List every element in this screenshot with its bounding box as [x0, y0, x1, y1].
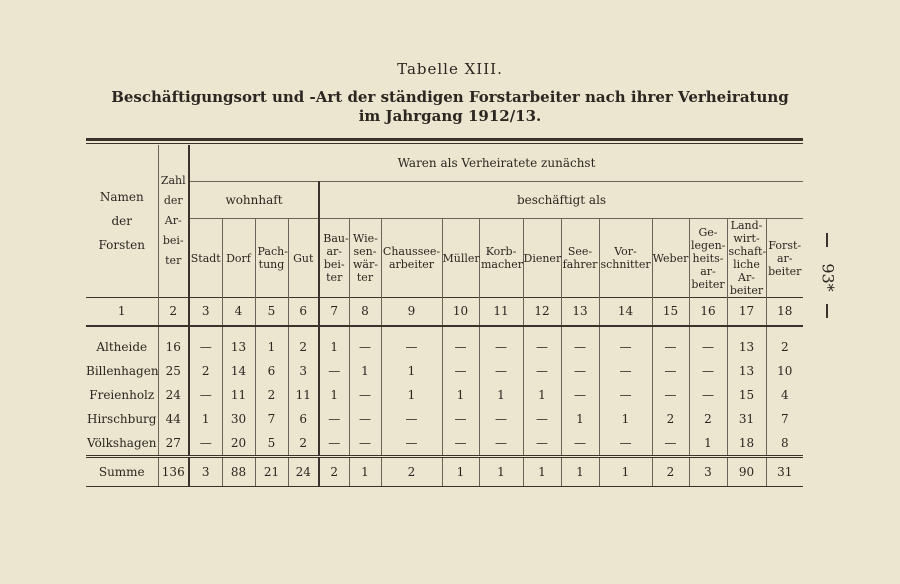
table-cell: — — [523, 407, 561, 431]
table-cell: 13 — [222, 335, 255, 359]
table-cell: 1 — [523, 383, 561, 407]
col-header-gut: Gut — [288, 219, 319, 298]
col-header-pachtung: Pach- tung — [255, 219, 288, 298]
table-cell: 1 — [561, 457, 599, 487]
top-rule-thin — [86, 143, 803, 144]
table-cell: 8 — [766, 431, 803, 457]
table-cell: 1 — [255, 335, 288, 359]
table-cell: 21 — [255, 457, 288, 487]
column-number: 3 — [189, 298, 222, 327]
header-columns-row — [86, 219, 803, 298]
page-number: 93* — [818, 262, 838, 292]
column-number: 14 — [599, 298, 652, 327]
table-cell: 1 — [381, 359, 442, 383]
table-cell: 2 — [652, 457, 689, 487]
table-cell: 136 — [158, 457, 189, 487]
table-cell: 1 — [523, 457, 561, 487]
table-caption: Tabelle XIII. — [397, 60, 503, 78]
column-number: 2 — [158, 298, 189, 327]
column-number: 9 — [381, 298, 442, 327]
column-number-row — [86, 298, 803, 327]
table-cell: 2 — [288, 335, 319, 359]
table-cell: 31 — [727, 407, 766, 431]
col-header-dorf: Dorf — [222, 219, 255, 298]
heading-line-1: Beschäftigungsort und -Art der ständigen Forstarbeiter nach ihrer Verheiratung — [111, 88, 789, 106]
table-cell: 1 — [381, 383, 442, 407]
forst-name: Völkshagen — [87, 435, 157, 450]
column-number: 15 — [652, 298, 689, 327]
table-cell: 31 — [766, 457, 803, 487]
table-cell: 3 — [189, 457, 222, 487]
table-cell: 1 — [561, 407, 599, 431]
column-number: 8 — [349, 298, 381, 327]
column-number: 17 — [727, 298, 766, 327]
table-cell: — — [561, 383, 599, 407]
table-cell: 1 — [319, 383, 349, 407]
table-heading — [0, 88, 900, 126]
heading-line-2: im Jahrgang 1912/13. — [358, 107, 542, 125]
col-header-bauarbeiter: Bau- ar- bei- ter — [319, 219, 349, 298]
table-cell: — — [561, 359, 599, 383]
table-cell: — — [523, 335, 561, 359]
table-cell: — — [319, 407, 349, 431]
table-cell: — — [349, 407, 381, 431]
table-cell: — — [652, 359, 689, 383]
forst-name: Altheide — [96, 339, 148, 354]
table-cell: 1 — [689, 431, 727, 457]
table-cell: — — [349, 431, 381, 457]
top-rule — [86, 138, 803, 141]
table-cell: — — [652, 335, 689, 359]
table-cell: 4 — [766, 383, 803, 407]
column-number: 10 — [442, 298, 479, 327]
table-cell: — — [442, 407, 479, 431]
table-cell: 11 — [222, 383, 255, 407]
col-header-wiesenwaerter: Wie- sen- wär- ter — [349, 219, 381, 298]
table-cell: — — [479, 359, 523, 383]
table-cell: 18 — [727, 431, 766, 457]
column-number: 18 — [766, 298, 803, 327]
table-cell: 1 — [189, 407, 222, 431]
table-cell: — — [189, 431, 222, 457]
table-cell: — — [189, 383, 222, 407]
table-cell: — — [319, 359, 349, 383]
table-cell: — — [381, 431, 442, 457]
col-header-landwirtschaftliche-arbeiter: Land- wirt- schaft- liche Ar- beiter — [728, 219, 767, 297]
col-header-diener: Diener — [523, 219, 561, 298]
table-cell: 2 — [288, 431, 319, 457]
table-cell: 6 — [288, 407, 319, 431]
table-cell: 1 — [479, 457, 523, 487]
table-cell: 2 — [766, 335, 803, 359]
column-number: 6 — [288, 298, 319, 327]
table-cell: 13 — [727, 335, 766, 359]
table-cell: — — [599, 383, 652, 407]
table-cell: — — [689, 359, 727, 383]
table-cell: 11 — [288, 383, 319, 407]
table-cell: 13 — [727, 359, 766, 383]
col-header-weber: Weber — [652, 219, 689, 298]
col-header-chausseearbeiter: Chaussee- arbeiter — [381, 219, 442, 298]
table-row — [86, 383, 803, 407]
header-zahl: Zahl der Ar- bei- ter — [158, 145, 189, 298]
table-cell: 30 — [222, 407, 255, 431]
table-cell: 24 — [158, 383, 189, 407]
table-cell: 1 — [599, 407, 652, 431]
summe-row — [86, 457, 803, 487]
table-cell: 15 — [727, 383, 766, 407]
table-cell: 2 — [689, 407, 727, 431]
forst-name: Freienholz — [89, 387, 155, 402]
table-cell: — — [189, 335, 222, 359]
table-row — [86, 431, 803, 457]
table-cell: 7 — [255, 407, 288, 431]
table-cell: — — [479, 407, 523, 431]
header-waren: Waren als Verheiratete zunächst — [189, 145, 803, 182]
table-cell: — — [689, 383, 727, 407]
table-cell: 2 — [652, 407, 689, 431]
column-number: 1 — [86, 298, 158, 327]
table-cell: 25 — [158, 359, 189, 383]
table-cell: — — [442, 431, 479, 457]
table-row — [86, 407, 803, 431]
table-cell: 24 — [288, 457, 319, 487]
page-number-dash-bottom — [826, 304, 828, 318]
table-cell: 16 — [158, 335, 189, 359]
table-cell: 7 — [766, 407, 803, 431]
col-header-seefahrer: See- fahrer — [561, 219, 599, 298]
table-cell: 14 — [222, 359, 255, 383]
table-cell: — — [479, 335, 523, 359]
table-cell: — — [561, 335, 599, 359]
table-cell: 88 — [222, 457, 255, 487]
table-cell: 44 — [158, 407, 189, 431]
table-cell: — — [599, 359, 652, 383]
column-number: 13 — [561, 298, 599, 327]
table-row — [86, 359, 803, 383]
table-cell: — — [561, 431, 599, 457]
col-header-mueller: Müller — [442, 219, 479, 298]
col-header-korbmacher: Korb- macher — [479, 219, 523, 298]
table-cell: — — [523, 359, 561, 383]
table-cell: 1 — [349, 457, 381, 487]
table-cell: — — [689, 335, 727, 359]
table-cell: 1 — [442, 383, 479, 407]
data-table — [86, 145, 803, 487]
table-cell: 1 — [479, 383, 523, 407]
table-cell: — — [442, 359, 479, 383]
column-number: 5 — [255, 298, 288, 327]
forst-name: Hirschburg — [87, 411, 157, 426]
header-namen: Namen der Forsten — [98, 190, 145, 252]
table-row — [86, 335, 803, 359]
table-cell: 27 — [158, 431, 189, 457]
spacer-row — [86, 326, 803, 335]
table-cell: 2 — [189, 359, 222, 383]
table-cell: — — [652, 431, 689, 457]
table-cell: — — [319, 431, 349, 457]
table-cell: 2 — [255, 383, 288, 407]
col-header-forstarbeiter: Forst- ar- beiter — [766, 219, 803, 298]
header-wohnhaft: wohnhaft — [189, 182, 319, 219]
summe-label: Summe — [86, 457, 158, 487]
table-cell: 10 — [766, 359, 803, 383]
table-cell: 1 — [442, 457, 479, 487]
column-number: 7 — [319, 298, 349, 327]
table-cell: — — [349, 383, 381, 407]
table-cell: 5 — [255, 431, 288, 457]
table-cell: — — [523, 431, 561, 457]
forst-name: Billenhagen — [86, 363, 159, 378]
column-number: 11 — [479, 298, 523, 327]
table-cell: 90 — [727, 457, 766, 487]
column-number: 16 — [689, 298, 727, 327]
table-cell: — — [442, 335, 479, 359]
table-cell: 2 — [381, 457, 442, 487]
table-cell: 6 — [255, 359, 288, 383]
table-cell: 1 — [319, 335, 349, 359]
table-cell: — — [599, 335, 652, 359]
table-cell: — — [349, 335, 381, 359]
table-cell: — — [599, 431, 652, 457]
table-cell: 1 — [349, 359, 381, 383]
table-cell: 3 — [689, 457, 727, 487]
table-cell: 20 — [222, 431, 255, 457]
column-number: 12 — [523, 298, 561, 327]
table-cell: 2 — [319, 457, 349, 487]
col-header-gelegenheitsarbeiter: Ge- legen- heits- ar- beiter — [689, 219, 727, 298]
col-header-vorschnitter: Vor- schnitter — [599, 219, 652, 298]
table-cell: — — [381, 407, 442, 431]
table-cell: 1 — [599, 457, 652, 487]
table-cell: — — [652, 383, 689, 407]
column-number: 4 — [222, 298, 255, 327]
col-header-stadt: Stadt — [189, 219, 222, 298]
table-cell: 3 — [288, 359, 319, 383]
table-cell: — — [381, 335, 442, 359]
header-beschaeftigt: beschäftigt als — [319, 182, 803, 219]
table-cell: — — [479, 431, 523, 457]
